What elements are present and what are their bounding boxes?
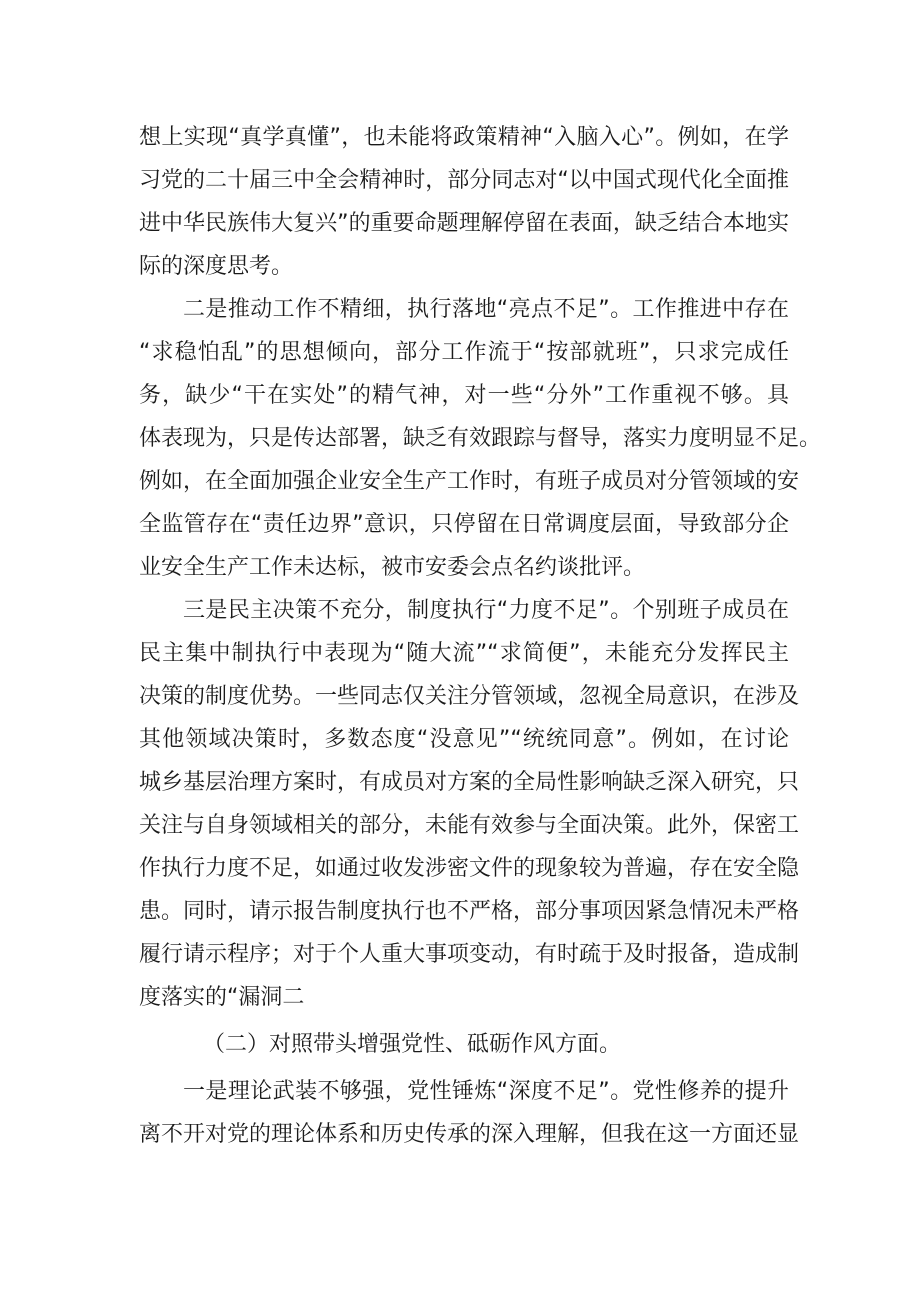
- section-heading: （二）对照带头增强党性、砥砺作风方面。: [203, 1032, 622, 1057]
- paragraph-line: 患。同时，请示报告制度执行也不严格，部分事项因紧急情况未严格: [139, 899, 800, 924]
- paragraph-line: 关注与自身领域相关的部分，未能有效参与全面决策。此外，保密工: [139, 813, 800, 838]
- paragraph-line: 进中华民族伟大复兴”的重要命题理解停留在表面，缺乏结合本地实: [139, 211, 789, 236]
- paragraph-line: 业安全生产工作未达标，被市安委会点名约谈批评。: [139, 555, 646, 580]
- paragraph-line: 务，缺少“干在实处”的精气神，对一些“分外”工作重视不够。具: [139, 383, 789, 408]
- paragraph-line: 城乡基层治理方案时，有成员对方案的全局性影响缺乏深入研究，只: [139, 770, 800, 795]
- paragraph-line: 离不开对党的理论体系和历史传承的深入理解，但我在这一方面还显: [139, 1122, 800, 1147]
- paragraph-line: 例如，在全面加强企业安全生产工作时，有班子成员对分管领域的安: [139, 469, 800, 494]
- paragraph-line: 二是推动工作不精细，执行落地“亮点不足”。工作推进中存在: [183, 297, 789, 322]
- paragraph-line: 决策的制度优势。一些同志仅关注分管领域，忽视全局意识，在涉及: [139, 684, 800, 709]
- paragraph-line: 际的深度思考。: [139, 254, 294, 279]
- paragraph-line: 体表现为，只是传达部署，缺乏有效跟踪与督导，落实力度明显不足。: [139, 426, 822, 451]
- paragraph-line: 想上实现“真学真懂”，也未能将政策精神“入脑入心”。例如，在学: [139, 125, 789, 150]
- paragraph-line: 全监管存在“责任边界”意识，只停留在日常调度层面，导致部分企: [139, 512, 789, 537]
- paragraph-line: 一是理论武装不够强，党性锤炼“深度不足”。党性修养的提升: [183, 1079, 789, 1104]
- paragraph-line: 三是民主决策不充分，制度执行“力度不足”。个别班子成员在: [183, 598, 789, 623]
- paragraph-line: “求稳怕乱”的思想倾向，部分工作流于“按部就班”，只求完成任: [139, 340, 789, 365]
- paragraph-line: 民主集中制执行中表现为“随大流”“求简便”，未能充分发挥民主: [139, 641, 789, 666]
- paragraph-line: 习党的二十届三中全会精神时，部分同志对“以中国式现代化全面推: [139, 168, 789, 193]
- paragraph-line: 其他领域决策时，多数态度“没意见”“统统同意”。例如，在讨论: [139, 727, 789, 752]
- paragraph-line: 履行请示程序；对于个人重大事项变动，有时疏于及时报备，造成制: [139, 942, 800, 967]
- paragraph-line: 作执行力度不足，如通过收发涉密文件的现象较为普遍，存在安全隐: [139, 856, 800, 881]
- paragraph-line: 度落实的“漏洞二: [139, 985, 305, 1010]
